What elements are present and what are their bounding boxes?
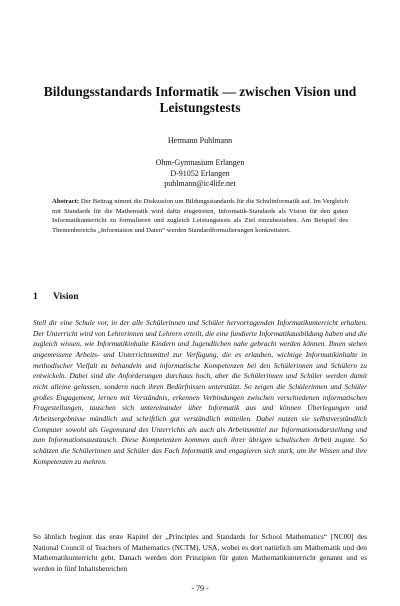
abstract-text: Der Beitrag nimmt die Diskussion um Bildungsstandards für die Schulinformatik auf. Im Vergleich mit Standards für die Mathematik wird dafür eingetreten, Informatik-Standards als Vision für den guten Informatikunterricht zu formulieren und zugleich Leistungstests als Ziel einzubeziehen. Am Beispiel des Themenbereichs „Information und Daten“ werden Standardformulierungen konkretisiert. xyxy=(52,198,348,235)
section-number: 1 xyxy=(33,292,38,302)
page-number: - 79 - xyxy=(191,584,209,593)
section-heading xyxy=(33,292,79,302)
affiliation-email: puhlmann@ic4life.net xyxy=(164,179,236,188)
abstract xyxy=(52,197,348,236)
body-paragraph: So ähnlich beginnt das erste Kapitel der „Principles and Standards for School Mathematics“ [NC00] des National Council of Teachers of Mathematics (NCTM), USA, wobei es dort natürlich um Mathematik und den Mathematikunterricht geht. Danach werden dort Prinzipien für guten Mathematikunterricht genannt und es werden in fünf Inhaltsbereichen xyxy=(33,532,367,573)
abstract-label: Abstract: xyxy=(52,198,80,205)
affiliation-institution: Ohm-Gymnasium Erlangen xyxy=(155,158,245,167)
paper-title: Bildungsstandards Informatik — zwischen Vision und Leistungstests xyxy=(43,84,357,115)
vision-paragraph: Stell dir eine Schule vor, in der alle Schülerinnen und Schüler hervorragenden Informatikunterricht erhalten. Der Unterricht wird von Lehrerinnen und Lehrern erteilt, die eine fundierte Informatikausbildung haben und die zugleich wissen, wie Informatikinhalte Kindern und Jugendlichen nahe gebracht werden können. Ihnen stehen angemessene Arbeits- und Unterrichtsmittel zur Verfügung, die es erlauben, wichtige Informatikinhalte in methodischer Vielfalt zu behandeln und informatische Kompetenzen bei den Schülerinnen und Schülern zu entwickeln. Dabei sind die Anforderungen durchaus hoch, aber die Schülerinnen und Schüler werden damit nicht alleine gelassen, sondern nach ihren Bedürfnissen unterstützt. So zeigen die Schülerinnen und Schüler großes Engagement, lernen mit Verständnis, erkennen Verbindungen zwischen verschiedenen informatischen Fragestellungen, tauschen sich untereinander über Informatik aus und können Überlegungen und Arbeitsergebnisse mündlich und schriftlich gut verständlich mitteilen. Dabei nutzen sie selbstverständlich Computer sowohl als Gegenstand des Unterrichts als auch als Arbeitsmittel zur Informationsdarstellung und zum Informationsaustausch. Diese Kompetenzen kommen auch ihrer übrigen schulischen Arbeit zugute. So schätzen die Schülerinnen und Schüler das Fach Informatik und engagieren sich stark, um ihr Wissen und ihre Kompetenzen zu mehren. xyxy=(33,318,367,466)
affiliation-city: D-91052 Erlangen xyxy=(170,168,230,178)
section-title: Vision xyxy=(53,292,79,302)
author-name: Hermann Puhlmann xyxy=(167,136,233,145)
author-affiliation xyxy=(40,158,360,190)
